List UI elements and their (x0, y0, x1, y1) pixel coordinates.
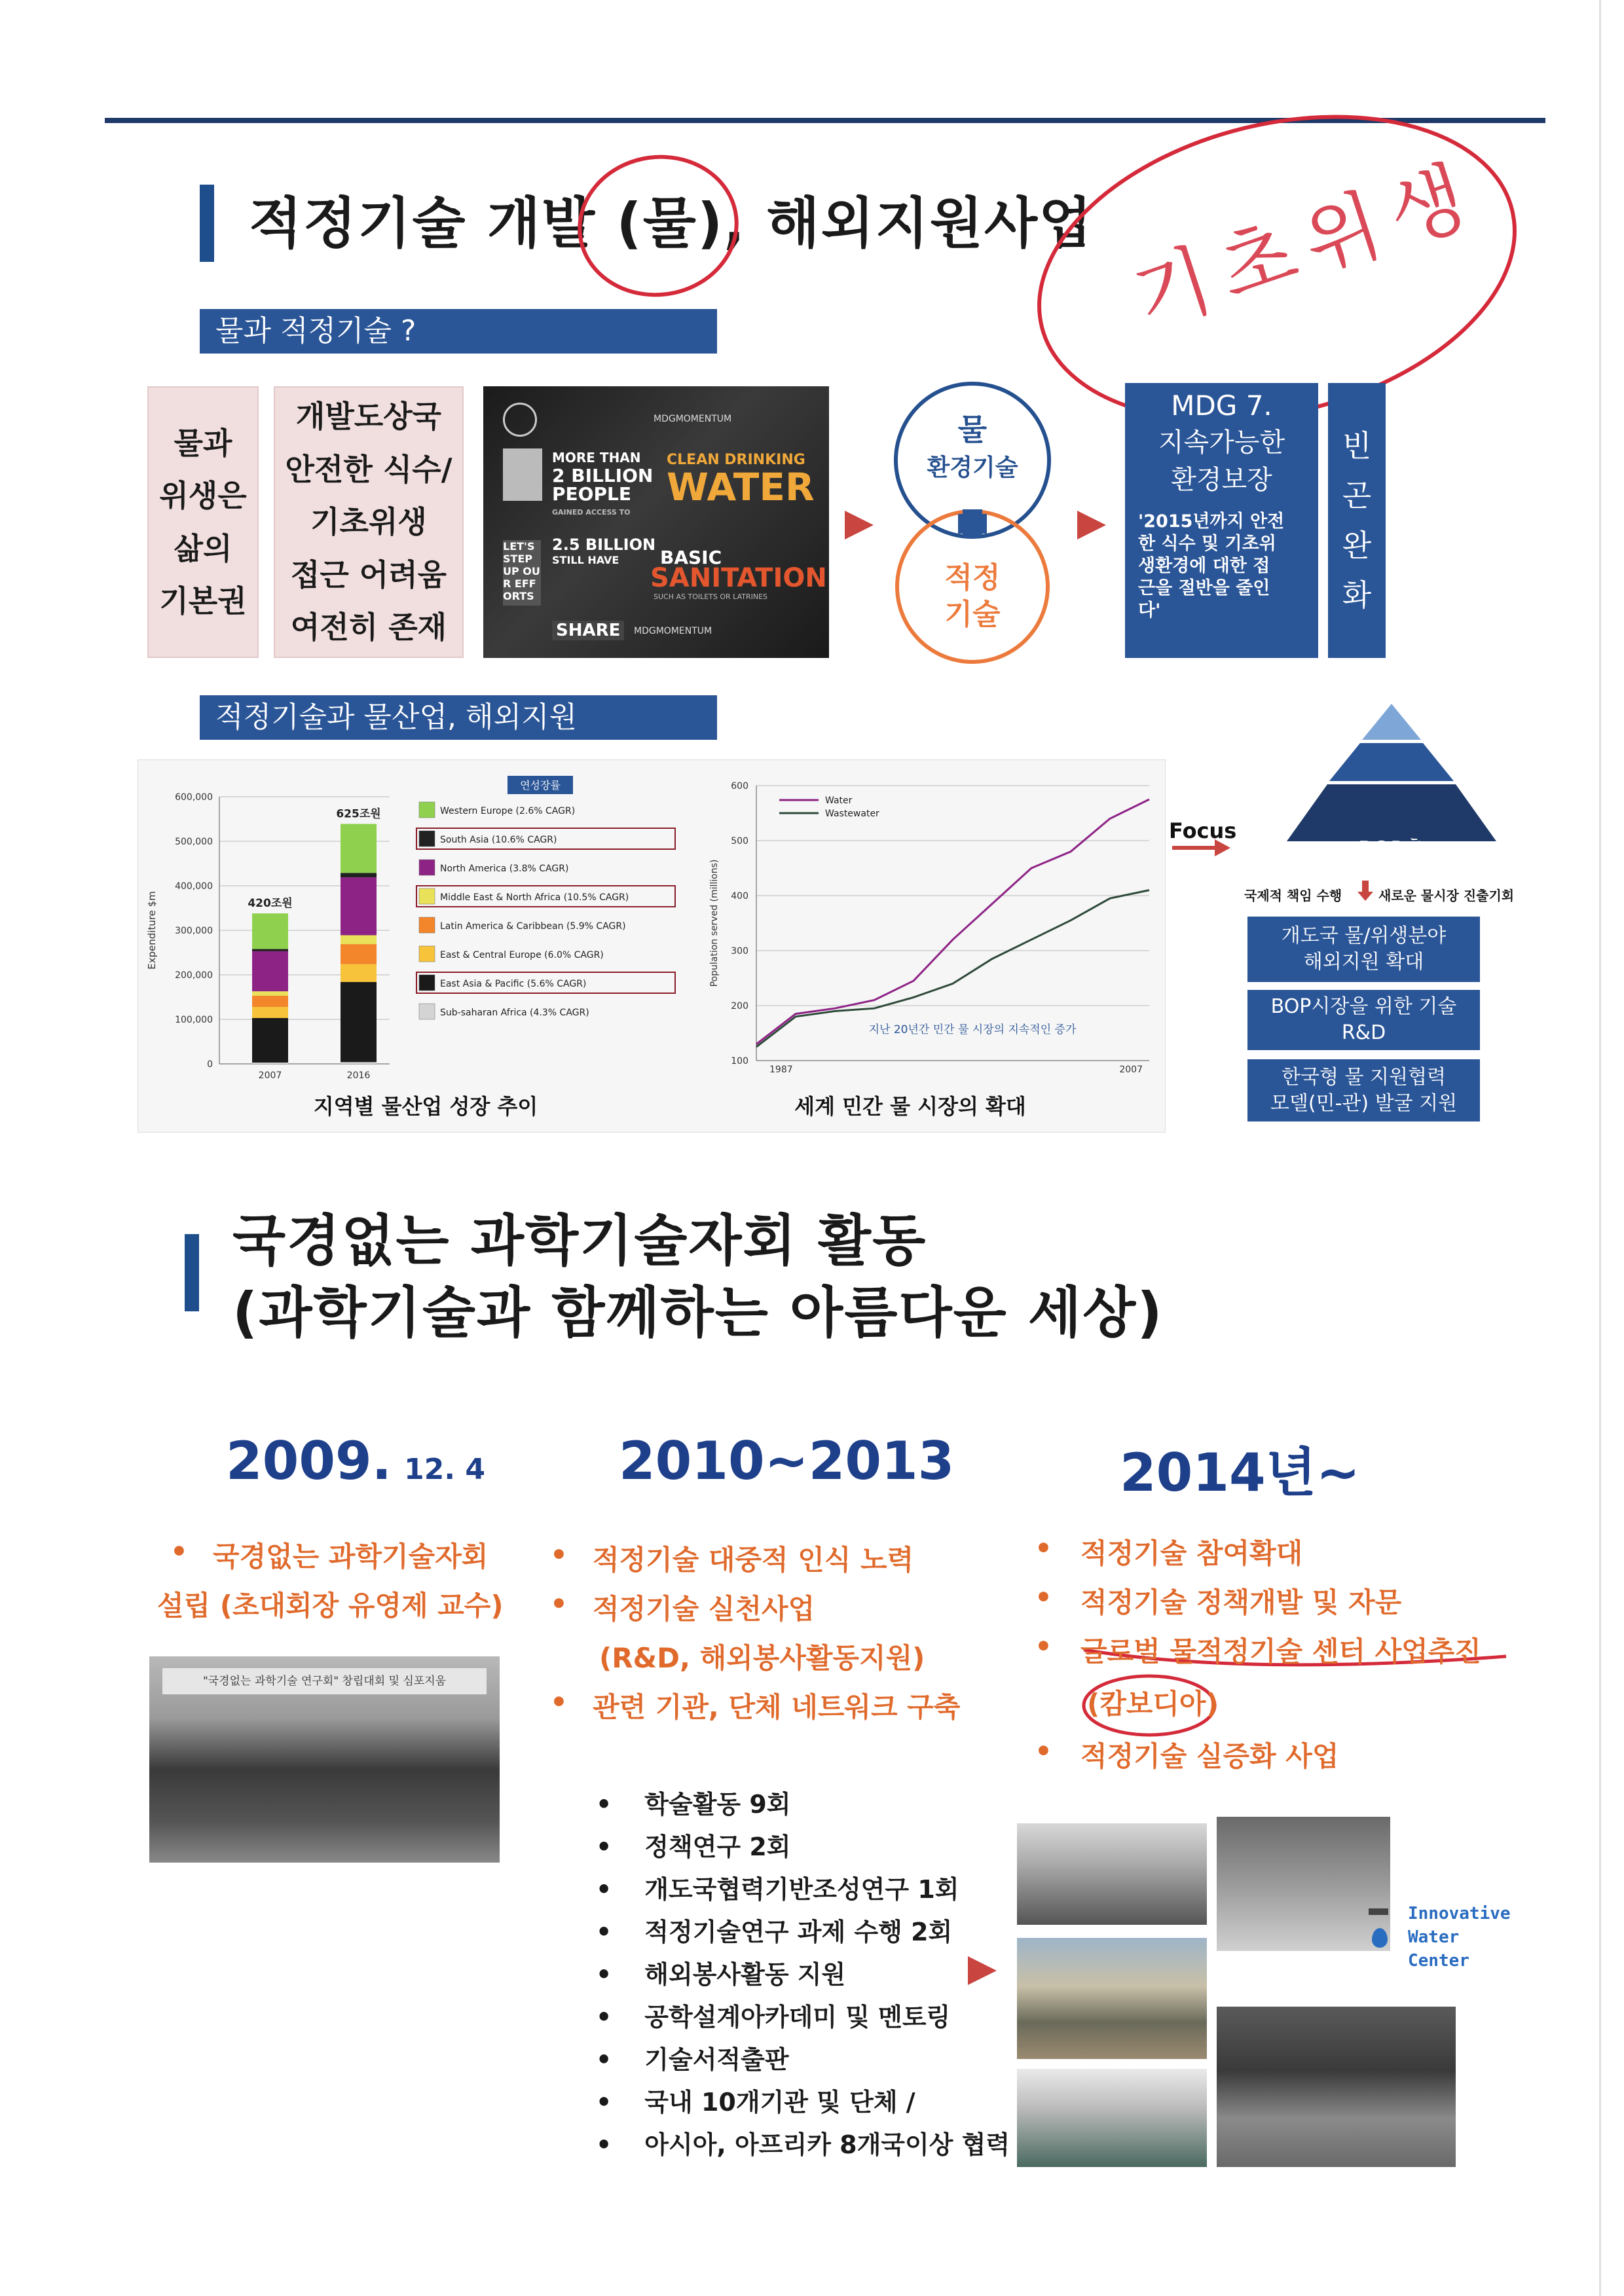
arrow-right-icon (1077, 511, 1106, 539)
iwc-line: Center (1408, 1951, 1469, 1971)
col3-item: 적정기술 실증화 사업 (1080, 1740, 1339, 1772)
legend-swatch (419, 1004, 435, 1019)
activity-item: • 국내 10개기관 및 단체 / (596, 2088, 915, 2117)
bar-segment (341, 873, 377, 877)
founding-photo (149, 1656, 500, 1863)
y-tick-label: 100,000 (175, 1015, 213, 1025)
page-edge-line (1599, 0, 1601, 2296)
section2-title-line1: 국경없는 과학기술자회 활동 (232, 1209, 927, 1273)
basic-right-line: 기본권 (159, 583, 247, 619)
bop-box-line: 한국형 물 지원협력 (1282, 1065, 1446, 1089)
bop-box-aid (1247, 917, 1480, 982)
basic-right-line: 위생은 (159, 478, 247, 513)
basic-right-box (147, 386, 259, 658)
col2-item: 적정기술 대중적 인식 노력 (593, 1544, 914, 1576)
mdg7-line: 환경보장 (1171, 465, 1272, 495)
quote-line: 생환경에 대한 접 (1138, 556, 1270, 576)
legend-swatch (419, 917, 435, 933)
col2-year: 2010~2013 (619, 1430, 955, 1491)
mdg7-box (1125, 383, 1318, 658)
developing-line: 기초위생 (310, 504, 427, 540)
lets-step-up: LET'S STEP UP OUR EFFORTS (503, 540, 541, 606)
mdg7-quote (1138, 511, 1318, 622)
activity-item: • 아시아, 아프리카 8개국이상 협력 (596, 2130, 1010, 2159)
activity-photo-group-outdoor (1017, 1938, 1207, 2059)
poster-text: SUCH AS TOILETS OR LATRINES (654, 592, 768, 601)
x-tick-label: 2016 (346, 1070, 371, 1081)
poster-text: SHARE (552, 621, 624, 640)
water-text: 물 (957, 412, 987, 447)
total-label: 625조원 (336, 807, 381, 821)
legend-title: 연성장률 (520, 779, 561, 792)
y-tick-label: 400,000 (175, 881, 213, 892)
bar-segment (252, 996, 288, 1007)
bop-box-line: BOP시장을 위한 기술 (1270, 995, 1457, 1018)
basic-right-line: 물과 (174, 425, 232, 461)
y-tick-label: 200,000 (175, 970, 213, 981)
year-2009: 2009. (226, 1430, 392, 1491)
legend-label: Latin America & Caribbean (5.9% CAGR) (440, 921, 626, 932)
y-axis-label: Expenditure $m (146, 891, 158, 970)
focus-arrow-head-icon (1215, 839, 1230, 856)
down-arrow-head-icon (1357, 892, 1373, 901)
bar-segment (341, 1062, 377, 1064)
activity-item: • 개도국협력기반조성연구 1회 (596, 1875, 959, 1904)
y-tick-label: 500 (731, 836, 748, 847)
poster-text: MORE THAN (552, 450, 641, 465)
col3-item: (캄보디아) (1087, 1688, 1219, 1720)
activity-photo-seminar (1017, 1823, 1207, 1925)
col3-bullet-dot: • (1035, 1581, 1052, 1613)
activity-photo-conference (1017, 2069, 1207, 2167)
bop-left-caption: 국제적 책임 수행 (1244, 888, 1342, 903)
legend-swatch (419, 888, 435, 904)
activity-text: 적정기술연구 과제 수행 2회 (644, 1918, 953, 1946)
poster-text: CLEAN DRINKING (667, 452, 805, 468)
year-2009-date: 12. 4 (404, 1453, 486, 1486)
col1-item-line2: 설립 (초대회장 유영제 교수) (157, 1590, 504, 1622)
poster-text: 2.5 BILLION (552, 536, 656, 554)
chart2-caption: 세계 민간 물 시장의 확대 (794, 1094, 1026, 1119)
poster-text: SANITATION (650, 563, 827, 593)
bop-label: BOP층 (1357, 837, 1426, 863)
regional-bar-chart (141, 763, 691, 1090)
legend-label: South Asia (10.6% CAGR) (440, 835, 557, 845)
bop-box-korea-model (1247, 1059, 1480, 1121)
legend-label: Western Europe (2.6% CAGR) (440, 806, 576, 816)
bar-segment (252, 1018, 288, 1063)
section2-title-line2: (과학기술과 함께하는 아름다운 세상) (232, 1281, 1164, 1345)
focus-label: Focus (1169, 818, 1237, 843)
col3-year: 2014년~ (1120, 1442, 1360, 1503)
col2-item: 적정기술 실천사업 (593, 1593, 815, 1625)
activity-item: • 정책연구 2회 (596, 1832, 791, 1861)
iwc-line: Innovative (1408, 1904, 1511, 1923)
poster-text: 2 BILLION (552, 465, 654, 486)
activity-photo-ceremony (1217, 2007, 1456, 2167)
activity-text: 개도국협력기반조성연구 1회 (644, 1875, 959, 1904)
un-logo-icon (503, 403, 537, 437)
col1-item-line1: 국경없는 과학기술자회 (213, 1540, 489, 1573)
developing-line: 안전한 식수/ (285, 451, 452, 487)
col2-item: (R&D, 해외봉사활동지원) (599, 1642, 925, 1674)
col2-item: 관련 기관, 단체 네트워크 구축 (593, 1691, 961, 1723)
env-tech-text: 환경기술 (927, 454, 1018, 481)
quote-line: 다' (1138, 600, 1161, 621)
tech-text: 기술 (944, 598, 1001, 631)
y-tick-label: 600,000 (175, 792, 213, 803)
bop-box-line: 모델(민-관) 발굴 지원 (1270, 1091, 1458, 1115)
mdg7-title: MDG 7. (1171, 390, 1272, 422)
bop-box-rnd (1247, 990, 1480, 1050)
y-tick-label: 600 (731, 781, 748, 792)
arrow-right-icon (845, 511, 874, 539)
chart-annotation: 지난 20년간 민간 물 시장의 지속적인 증가 (868, 1023, 1077, 1036)
basic-right-line: 삶의 (174, 530, 232, 566)
bar-segment (252, 949, 288, 951)
col3-bullet-dot: • (1035, 1532, 1052, 1564)
activity-item: • 적정기술연구 과제 수행 2회 (596, 1918, 953, 1946)
col2-bullet-dot: • (550, 1539, 568, 1571)
bar-segment (252, 951, 288, 991)
col1-year (226, 1430, 485, 1491)
chart1-caption: 지역별 물산업 성장 추이 (313, 1094, 538, 1119)
col3-item: 적정기술 정책개발 및 자문 (1080, 1586, 1402, 1618)
arrow-right-icon (968, 1956, 997, 1985)
col2-bullet-dot: • (550, 1588, 568, 1620)
poster-text: WATER (667, 465, 815, 509)
bar-segment (341, 944, 377, 964)
col1-bullet-dot: • (170, 1535, 188, 1567)
legend-swatch (419, 946, 435, 962)
iwc-logo-text (1408, 1902, 1511, 1973)
water-drop-icon (1372, 1928, 1388, 1948)
poverty-char: 화 (1342, 577, 1372, 613)
activities-list (596, 1784, 1010, 2167)
activity-text: 국내 10개기관 및 단체 / (644, 2088, 915, 2117)
appropriate-text: 적정 (944, 561, 1001, 594)
bar-segment (341, 877, 377, 935)
bar-segment (252, 991, 288, 996)
x-tick-label: 2007 (258, 1070, 282, 1081)
legend-label: North America (3.8% CAGR) (440, 864, 569, 874)
developing-line: 접근 어려움 (290, 556, 447, 592)
bop-right-caption: 새로운 물시장 진출기회 (1378, 888, 1515, 903)
poster-text: MDGMOMENTUM (634, 626, 712, 636)
col3-item: 글로벌 물적정기술 센터 사업추진 (1080, 1635, 1481, 1667)
title-marker (185, 1234, 199, 1311)
activity-text: 아시아, 아프리카 8개국이상 협력 (644, 2130, 1010, 2159)
band-water-industry: 적정기술과 물산업, 해외지원 (200, 695, 717, 740)
circle-appropriate-label (877, 560, 1067, 633)
section1-title: 적정기술 개발 (물), 해외지원사업 (249, 191, 1094, 255)
developing-line: 개발도상국 (295, 399, 442, 435)
y-tick-label: 100 (731, 1056, 748, 1066)
developing-line: 여전히 존재 (290, 610, 447, 646)
col3-bullet-dot: • (1035, 1735, 1052, 1767)
bar-segment (341, 935, 377, 944)
y-tick-label: 300 (731, 946, 748, 957)
poster-brand: MDGMOMENTUM (654, 414, 732, 424)
mdg7-line: 지속가능한 (1158, 428, 1285, 458)
bar-segment (341, 964, 377, 982)
legend-label: Wastewater (825, 809, 879, 819)
x-tick-label: 1987 (769, 1065, 793, 1075)
activity-item: • 학술활동 9회 (596, 1790, 791, 1819)
focus-arrow-icon (1172, 846, 1218, 850)
faucet-icon (1369, 1908, 1388, 1915)
bar-segment (341, 824, 377, 873)
iwc-line: Water (1408, 1927, 1460, 1947)
bar-segment (341, 982, 377, 1062)
poster-text: GAINED ACCESS TO (552, 508, 631, 517)
bar-segment (252, 1063, 288, 1064)
bop-box-line: 해외지원 확대 (1303, 951, 1424, 974)
poverty-char: 빈 (1342, 428, 1372, 464)
poverty-char: 곤 (1342, 478, 1372, 513)
y-axis-label: Population served (millions) (709, 859, 720, 987)
y-tick-label: 0 (207, 1059, 213, 1070)
activity-text: 해외봉사활동 지원 (644, 1960, 846, 1989)
mdg-poster-image (483, 386, 829, 658)
developing-country-box (274, 386, 464, 658)
band-water-appropriate-tech: 물과 적정기술 ? (200, 309, 717, 354)
activity-text: 공학설계아카데미 및 멘토링 (644, 2003, 951, 2032)
quote-line: 한 식수 및 기초위 (1138, 534, 1276, 554)
handwritten-note: 기초위생 (1123, 147, 1490, 345)
legend-label: East & Central Europe (6.0% CAGR) (440, 950, 604, 960)
col2-bullet-dot: • (550, 1686, 568, 1718)
legend-swatch (419, 802, 435, 818)
activity-item: • 공학설계아카데미 및 멘토링 (596, 2003, 951, 2032)
circle-mul-annotation (571, 147, 746, 304)
legend-swatch (419, 831, 435, 847)
quote-line: 근을 절반을 줄인 (1138, 578, 1270, 598)
activity-text: 기술서적출판 (644, 2045, 789, 2074)
circle-water-label (877, 406, 1067, 483)
poverty-box (1328, 383, 1386, 658)
x-tick-label: 2007 (1119, 1065, 1143, 1075)
activity-text: 학술활동 9회 (644, 1790, 791, 1819)
founding-banner: "국경없는 과학기술 연구회" 창립대회 및 심포지움 (162, 1668, 487, 1694)
legend-swatch (419, 860, 435, 875)
poverty-char: 완 (1342, 528, 1372, 563)
activity-photo-workshop (1217, 1817, 1390, 1951)
activity-item: • 기술서적출판 (596, 2045, 789, 2074)
poster-text: PEOPLE (552, 483, 631, 505)
down-arrow-icon (1362, 881, 1369, 892)
activity-item: • 해외봉사활동 지원 (596, 1960, 846, 1989)
quote-line: '2015년까지 안전 (1138, 511, 1285, 532)
legend-label: Middle East & North Africa (10.5% CAGR) (440, 892, 629, 903)
legend-label: East Asia & Pacific (5.6% CAGR) (440, 979, 587, 989)
bar-segment (252, 913, 288, 949)
y-tick-label: 400 (731, 891, 748, 902)
legend-label: Sub-saharan Africa (4.3% CAGR) (440, 1008, 589, 1018)
bop-box-line: 개도국 물/위생분야 (1281, 924, 1447, 947)
col3-item: 적정기술 참여확대 (1080, 1537, 1303, 1569)
col3-bullet-dot: • (1035, 1630, 1052, 1662)
activity-text: 정책연구 2회 (644, 1832, 791, 1861)
private-market-line-chart (704, 773, 1162, 1080)
y-tick-label: 200 (731, 1001, 748, 1011)
total-label: 420조원 (248, 897, 293, 911)
poster-text: BASIC (660, 547, 722, 568)
series-line (756, 799, 1149, 1044)
legend-label: Water (825, 795, 853, 806)
bar-segment (252, 1007, 288, 1018)
y-tick-label: 300,000 (175, 926, 213, 936)
mdg-logo-icon (503, 448, 542, 501)
bop-box-line: R&D (1341, 1021, 1386, 1044)
y-tick-label: 500,000 (175, 837, 213, 847)
poster-text: STILL HAVE (552, 554, 619, 566)
legend-swatch (419, 975, 435, 991)
